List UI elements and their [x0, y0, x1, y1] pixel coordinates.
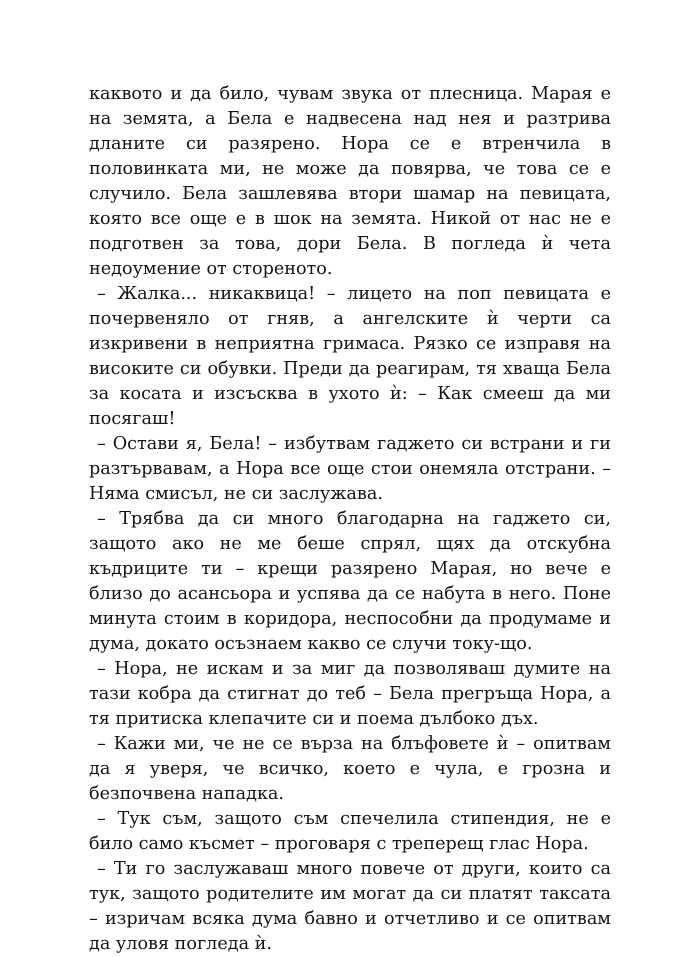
- dialog-paragraph: – Кажи ми, че не се върза на блъфовете ѝ – опитвам да я уверя, че всичко, което е чула, е грозна и безпочвена нападка.: [89, 734, 611, 804]
- dialog-paragraph: – Жалка... никаквица! – лицето на поп певицата е почервеняло от гняв, а ангелските ѝ черти са изкривени в неприятна гримаса. Рязко се изправя на високите си обувки. Преди да реагирам, тя хваща Бела за косата и изсъсква в ухото ѝ: – Как смееш да ми посягаш!: [89, 284, 611, 429]
- dialog-paragraph: – Тук съм, защото съм спечелила стипендия, не е било само късмет – проговаря с треперещ глас Нора.: [89, 809, 611, 854]
- dialog-paragraph: – Остави я, Бела! – избутвам гаджето си встрани и ги разтървавам, а Нора все още стои онемяла отстрани. – Няма смисъл, не си заслужава.: [89, 434, 611, 504]
- paragraph: каквото и да било, чувам звука от плесница. Марая е на земята, а Бела е надвесена над нея и разтрива дланите си разярено. Нора се е втренчила в половинката ми, не може да повярва, че това се е случило. Бела зашлевява втори шамар на певицата, която все още е в шок на земята. Никой от нас не е подготвен за това, дори Бела. В погледа ѝ чета недоумение от стореното.: [89, 84, 611, 279]
- dialog-paragraph: – Трябва да си много благодарна на гаджето си, защото ако не ме беше спрял, щях да отскубна къдриците ти – крещи разярено Марая, но вече е близо до асансьора и успява да се набута в него. Поне минута стоим в коридора, неспособни да продумаме и дума, докато осъзнаем какво се случи току-що.: [89, 509, 611, 654]
- dialog-paragraph: – Ти го заслужаваш много повече от други, които са тук, защото родителите им могат да си платят таксата – изричам всяка дума бавно и отчетливо и се опитвам да уловя погледа ѝ.: [89, 859, 611, 954]
- dialog-paragraph: – Нора, не искам и за миг да позволяваш думите на тази кобра да стигнат до теб – Бела прегръща Нора, а тя притиска клепачите си и поема дълбоко дъх.: [89, 659, 611, 729]
- page-text: [89, 82, 611, 957]
